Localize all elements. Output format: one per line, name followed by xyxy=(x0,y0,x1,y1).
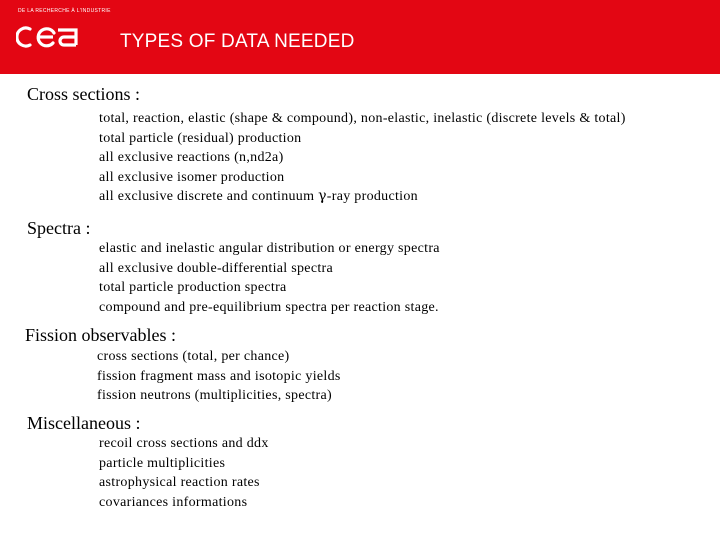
list-item: all exclusive double-differential spectra xyxy=(99,260,334,276)
fission-list xyxy=(97,347,341,406)
list-item: total, reaction, elastic (shape & compound), non-elastic, inelastic (discrete levels & total) xyxy=(99,111,626,126)
list-item: particle multiplicities xyxy=(99,455,226,471)
list-item: fission neutrons (multiplicities, spectra) xyxy=(97,388,332,404)
list-item: total particle (residual) production xyxy=(99,130,302,146)
list-item: covariances informations xyxy=(99,494,248,510)
miscellaneous-list xyxy=(99,434,269,512)
list-item: total particle production spectra xyxy=(99,280,287,296)
list-item: compound and pre-equilibrium spectra per reaction stage. xyxy=(99,299,439,315)
section-heading: Cross sections : xyxy=(27,84,141,104)
list-item: all exclusive isomer production xyxy=(99,169,285,185)
header-bar xyxy=(0,0,720,74)
list-item: elastic and inelastic angular distribution or energy spectra xyxy=(99,241,440,256)
header-tagline: DE LA RECHERCHE À L'INDUSTRIE xyxy=(18,8,111,14)
list-item: cross sections (total, per chance) xyxy=(97,349,290,364)
item-text: all exclusive discrete and continuum xyxy=(99,189,319,205)
gamma-symbol: γ xyxy=(318,188,327,205)
list-item: all exclusive reactions (n,nd2a) xyxy=(99,150,284,166)
section-heading: Miscellaneous : xyxy=(27,413,141,433)
item-text: -ray production xyxy=(326,189,418,205)
spectra-list xyxy=(99,239,440,317)
list-item: recoil cross sections and ddx xyxy=(99,436,269,451)
cross-sections-list xyxy=(99,109,626,207)
section-heading: Spectra : xyxy=(27,218,91,238)
list-item xyxy=(99,187,626,207)
section-heading: Fission observables : xyxy=(25,325,176,345)
page-title: TYPES OF DATA NEEDED xyxy=(120,31,355,52)
list-item: fission fragment mass and isotopic yields xyxy=(97,368,341,384)
list-item: astrophysical reaction rates xyxy=(99,475,260,491)
cea-logo xyxy=(16,24,80,50)
